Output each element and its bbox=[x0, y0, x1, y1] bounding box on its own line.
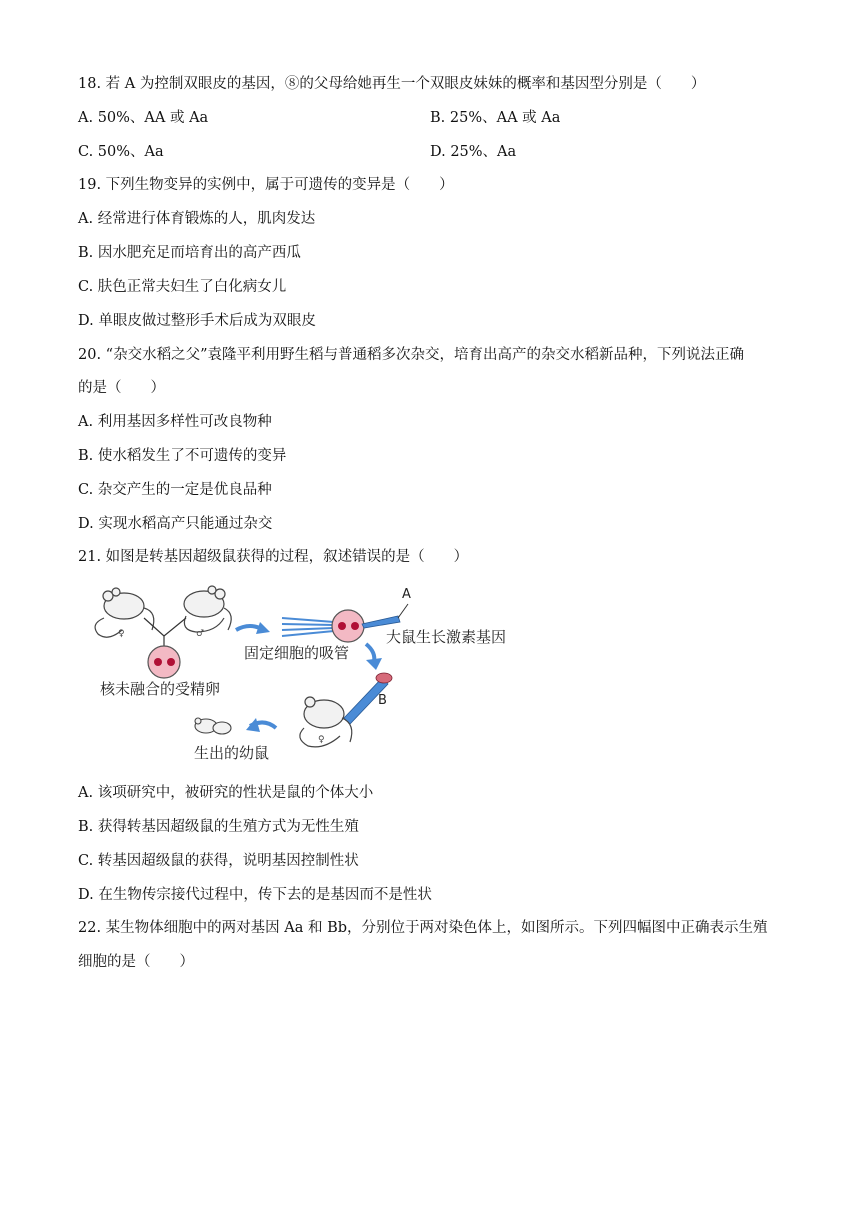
q18-option-c: C. 50%、Aa bbox=[78, 144, 164, 160]
q18-option-a: A. 50%、AA 或 Aa bbox=[78, 110, 209, 126]
q20-option-b: B. 使水稻发生了不可遗传的变异 bbox=[78, 448, 287, 464]
q21-option-d: D. 在生物传宗接代过程中，传下去的是基因而不是性状 bbox=[78, 887, 432, 903]
letter-b: B bbox=[378, 693, 387, 708]
q21-option-c: C. 转基因超级鼠的获得，说明基因控制性状 bbox=[78, 853, 359, 869]
q20-stem-line1: 20. “杂交水稻之父”袁隆平利用野生稻与普通稻多次杂交，培育出高产的杂交水稻新品种，下列说法正确 bbox=[78, 347, 744, 363]
parent-mouse-left-icon bbox=[95, 588, 154, 639]
svg-text:♀: ♀ bbox=[318, 735, 325, 745]
label-holding-pipette: 固定细胞的吸管 bbox=[244, 644, 350, 662]
q20-option-c: C. 杂交产生的一定是优良品种 bbox=[78, 482, 272, 498]
mating-lines bbox=[144, 618, 186, 646]
arrow-left-icon bbox=[246, 718, 276, 732]
fertilized-egg-icon bbox=[148, 646, 180, 678]
parent-mouse-right-icon bbox=[184, 586, 231, 639]
q22-stem-line1: 22. 某生物体细胞中的两对基因 Aa 和 Bb，分别位于两对染色体上，如图所示。下列四幅图中正确表示生殖 bbox=[78, 920, 768, 936]
q18-option-d: D. 25%、Aa bbox=[430, 144, 517, 160]
arrow-right-icon bbox=[236, 622, 270, 634]
holding-pipette-icon bbox=[282, 618, 334, 636]
q20-option-d: D. 实现水稻高产只能通过杂交 bbox=[78, 516, 273, 532]
q21-stem: 21. 如图是转基因超级鼠获得的过程，叙述错误的是（ ） bbox=[78, 549, 469, 565]
q19-option-a: A. 经常进行体育锻炼的人，肌肉发达 bbox=[78, 211, 316, 227]
svg-text:♀: ♀ bbox=[118, 629, 125, 639]
q19-stem: 19. 下列生物变异的实例中，属于可遗传的变异是（ ） bbox=[78, 177, 454, 193]
q20-option-a: A. 利用基因多样性可改良物种 bbox=[78, 414, 272, 430]
letter-a: A bbox=[402, 587, 411, 602]
q18-option-b: B. 25%、AA 或 Aa bbox=[430, 110, 561, 126]
label-fertilized-egg: 核未融合的受精卵 bbox=[100, 680, 221, 698]
transgenic-mouse-figure bbox=[86, 578, 526, 768]
q21-option-b: B. 获得转基因超级鼠的生殖方式为无性生殖 bbox=[78, 819, 359, 835]
q19-option-c: C. 肤色正常夫妇生了白化病女儿 bbox=[78, 279, 287, 295]
q19-option-d: D. 单眼皮做过整形手术后成为双眼皮 bbox=[78, 313, 316, 329]
q21-option-a: A. 该项研究中，被研究的性状是鼠的个体大小 bbox=[78, 785, 374, 801]
label-growth-hormone-gene: 大鼠生长激素基因 bbox=[386, 628, 507, 646]
label-pups: 生出的幼鼠 bbox=[194, 744, 270, 762]
surrogate-mouse-icon bbox=[300, 697, 352, 747]
q18-stem: 18. 若 A 为控制双眼皮的基因，⑧的父母给她再生一个双眼皮妹妹的概率和基因型分别是（ ） bbox=[78, 76, 706, 92]
q19-option-b: B. 因水肥充足而培育出的高产西瓜 bbox=[78, 245, 301, 261]
arrow-down-icon bbox=[366, 644, 382, 670]
svg-text:♂: ♂ bbox=[196, 629, 205, 639]
q22-stem-line2: 细胞的是（ ） bbox=[78, 954, 194, 970]
q20-stem-line2: 的是（ ） bbox=[78, 380, 165, 396]
pups-icon bbox=[195, 718, 231, 734]
